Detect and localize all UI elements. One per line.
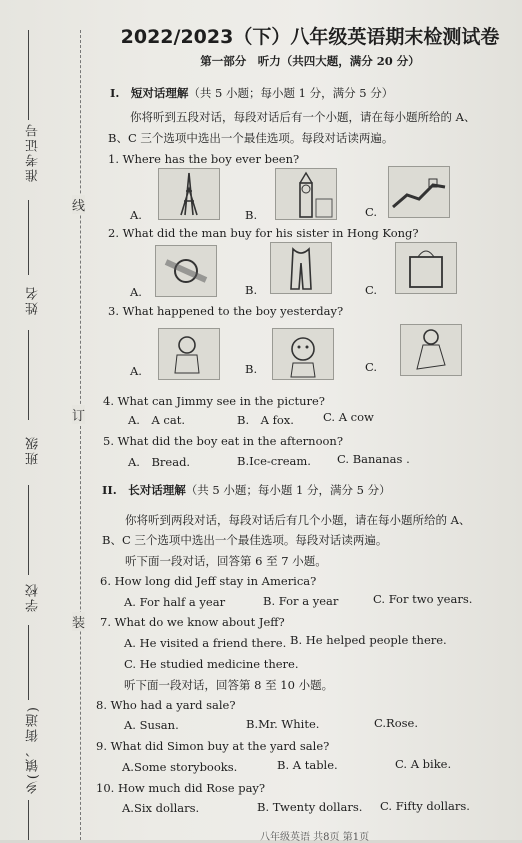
section2-lead-2: 听下面一段对话，回答第 8 至 10 小题。 [124, 678, 334, 692]
q9-option-b: B. A table. [277, 758, 338, 772]
q10-option-c: C. Fifty dollars. [380, 799, 470, 813]
section2-score: （共 5 小题；每小题 1 分，满分 5 分） [185, 483, 391, 497]
q10-option-a: A.Six dollars. [122, 801, 200, 815]
section1-heading: I. 短对话理解 [110, 86, 189, 100]
q2-option-c: C. [365, 283, 378, 297]
q4-option-c: C. A cow [323, 410, 374, 424]
q9-option-c: C. A bike. [395, 757, 452, 771]
q1-option-a: A. [130, 208, 142, 222]
section2-instruction-2: B、C 三个选项中选出一个最佳选项。每段对话读两遍。 [102, 533, 388, 547]
section1-instruction-1: 你将听到五段对话，每段对话后有一个小题，请在每小题所给的 A、 [130, 110, 476, 124]
school-label: 学校 [26, 582, 41, 612]
part1-heading: 第一部分 听力（共四大题，满分 20 分） [200, 54, 420, 68]
section2-lead-1: 听下面一段对话，回答第 6 至 7 小题。 [125, 554, 327, 568]
section1-instruction-2: B、C 三个选项中选出一个最佳选项。每段对话读两遍。 [108, 131, 394, 145]
q3-option-c: C. [365, 360, 378, 374]
q7-option-b: B. He helped people there. [290, 633, 447, 647]
q3-option-a: A. [130, 364, 142, 378]
section2-heading-line [102, 482, 391, 498]
q6-option-a: A. For half a year [124, 595, 226, 609]
binding-dashed-line [80, 30, 81, 840]
section1-score: （共 5 小题；每小题 1 分，满分 5 分） [188, 86, 394, 100]
school-line [28, 625, 29, 700]
q2-option-b: B. [245, 283, 258, 297]
boy-face-icon [272, 328, 334, 380]
q8-option-b: B.Mr. White. [246, 717, 320, 731]
question-10: 10. How much did Rose pay? [96, 781, 266, 795]
question-5: 5. What did the boy eat in the afternoon? [103, 434, 344, 448]
exam-title: 2022/2023（下）八年级英语期末检测试卷 [120, 26, 500, 48]
question-3: 3. What happened to the boy yesterday? [108, 304, 344, 318]
class-line [28, 485, 29, 575]
q7-option-c: C. He studied medicine there. [124, 657, 299, 671]
scarf-icon [270, 242, 332, 294]
exam-no-line-lower [28, 200, 29, 275]
q4-option-b: B. A fox. [237, 413, 294, 427]
q2-option-a: A. [130, 285, 142, 299]
seal-xian: 线 [72, 195, 85, 214]
section2-instruction-1: 你将听到两段对话，每段对话后有几个小题，请在每小题所给的 A、 [125, 513, 471, 527]
section2-heading: II. 长对话理解 [102, 483, 186, 497]
big-ben-icon [275, 168, 337, 220]
q7-option-a: A. He visited a friend there. [124, 636, 287, 650]
seal-ding: 订 [72, 405, 85, 424]
question-4: 4. What can Jimmy see in the picture? [103, 394, 325, 408]
watch-icon [155, 245, 217, 297]
question-6: 6. How long did Jeff stay in America? [100, 574, 317, 588]
q3-option-b: B. [245, 362, 258, 376]
q4-option-a: A. A cat. [128, 413, 185, 427]
q8-option-a: A. Susan. [124, 718, 179, 732]
hurt-boy-icon [400, 324, 462, 376]
q1-option-c: C. [365, 205, 378, 219]
question-8: 8. Who had a yard sale? [96, 698, 236, 712]
town-label: 乡(镇、街道) [26, 705, 41, 795]
eiffel-tower-icon [158, 168, 220, 220]
question-2: 2. What did the man buy for his sister in Hong Kong? [108, 226, 419, 240]
town-line [28, 800, 29, 840]
q10-option-b: B. Twenty dollars. [257, 800, 363, 814]
bag-icon [395, 242, 457, 294]
q9-option-a: A.Some storybooks. [122, 760, 238, 774]
q5-option-c: C. Bananas . [337, 452, 410, 466]
q6-option-c: C. For two years. [373, 592, 473, 606]
sick-boy-icon [158, 328, 220, 380]
q6-option-b: B. For a year [263, 594, 339, 608]
question-1: 1. Where has the boy ever been? [108, 152, 300, 166]
q8-option-c: C.Rose. [374, 716, 418, 730]
question-9: 9. What did Simon buy at the yard sale? [96, 739, 330, 753]
exam-no-label: 准考证号 [26, 122, 41, 182]
name-label: 姓名 [26, 285, 41, 315]
section1-heading-line [110, 85, 393, 101]
class-label: 班级 [26, 435, 41, 465]
question-7: 7. What do we know about Jeff? [100, 615, 285, 629]
q5-option-a: A. Bread. [128, 455, 191, 469]
name-line [28, 330, 29, 420]
q1-option-b: B. [245, 208, 258, 222]
exam-no-line [28, 30, 29, 120]
q5-option-b: B.Ice-cream. [237, 454, 311, 468]
seal-zhuang: 装 [72, 612, 85, 631]
great-wall-icon [388, 166, 450, 218]
page-footer: 八年级英语 共8页 第1页 [260, 832, 370, 843]
